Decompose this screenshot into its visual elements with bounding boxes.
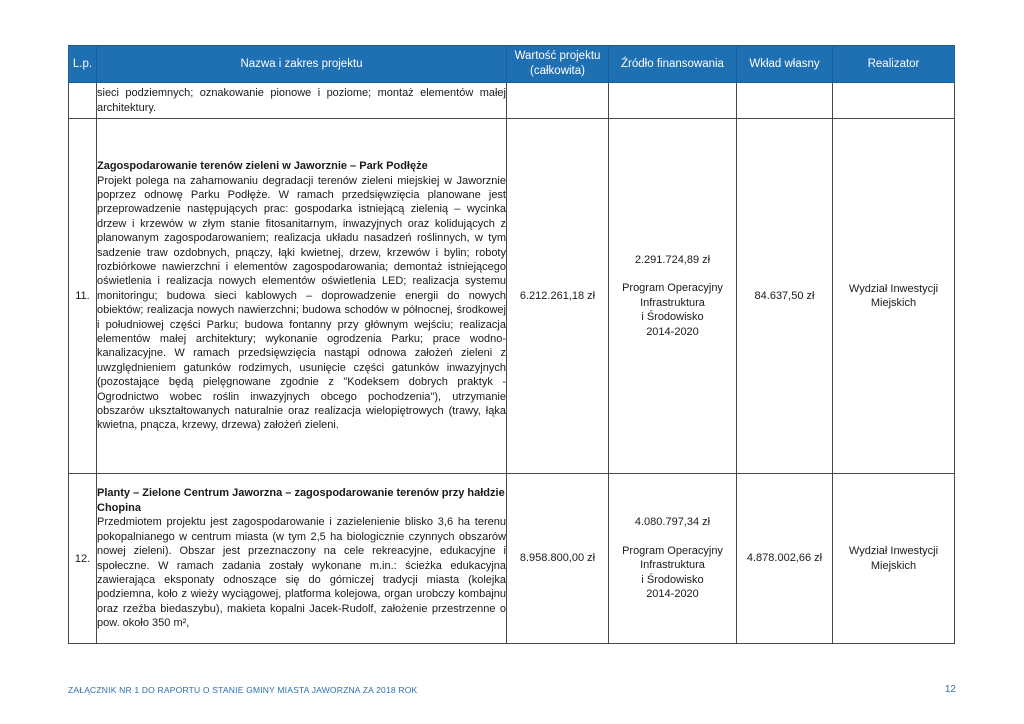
project-title: Planty – Zielone Centrum Jaworzna – zagospodarowanie terenów przy hałdzie Chopina xyxy=(97,487,505,514)
header-value: Wartość projektu (całkowita) xyxy=(507,46,609,83)
header-realizer: Realizator xyxy=(833,46,955,83)
header-source: Źródło finansowania xyxy=(609,46,737,83)
realizer-line: Wydział Inwestycji xyxy=(848,545,939,558)
funding-program-line: 2014-2020 xyxy=(646,588,699,601)
footer-title: ZAŁĄCZNIK NR 1 DO RAPORTU O STANIE GMINY MIASTA JAWORZNA ZA 2018 ROK xyxy=(68,685,418,695)
header-lp: L.p. xyxy=(69,46,97,83)
cell-lp: 12. xyxy=(69,474,97,644)
funding-program-line: Program Operacyjny xyxy=(622,282,723,295)
funding-program-line: Infrastruktura xyxy=(640,296,705,309)
cell-own: 84.637,50 zł xyxy=(737,119,833,474)
funding-amount: 4.080.797,34 zł xyxy=(634,516,711,529)
cell-realizer xyxy=(833,83,955,119)
realizer-line: Miejskich xyxy=(870,297,917,309)
cell-own xyxy=(737,83,833,119)
funding-program-line: Program Operacyjny xyxy=(622,544,723,557)
cell-own: 4.878.002,66 zł xyxy=(737,474,833,644)
funding-amount: 2.291.724,89 zł xyxy=(634,253,711,266)
cell-value: 6.212.261,18 zł xyxy=(507,119,609,474)
funding-program-line: i Środowisko xyxy=(641,311,704,324)
cell-lp xyxy=(69,83,97,119)
project-title: Zagospodarowanie terenów zieleni w Jaworznie – Park Podłęże xyxy=(97,160,428,173)
cell-source xyxy=(609,83,737,119)
cell-source xyxy=(609,119,737,474)
page-number: 12 xyxy=(944,684,956,695)
cell-source xyxy=(609,474,737,644)
project-description: Przedmiotem projektu jest zagospodarowanie i zazielenienie blisko 3,6 ha terenu pokopalnianego w centrum miasta (w tym 2,5 ha biologicznie czynnych obszarów nowej zieleni). Obszar jest przeznaczony na cele rekreacyjne, edukacyjne i społeczne. W ramach zadania zostały wykonane m.in.: ścieżka edukacyjna zawierająca eksponaty odnoszące się do górniczej tradycji miasta (kolejka podziemna, koło z wieży wyciągowej, platforma kolejowa, organ urobczy kombajnu oraz rzeźba biedaszybu), makieta kopalni Jacek-Rudolf, założenie przestrzenne o pow. około 350 m², xyxy=(97,516,506,630)
realizer-line: Miejskich xyxy=(870,559,917,572)
cell-description xyxy=(97,474,507,644)
table-row-continuation xyxy=(69,83,955,119)
cell-description xyxy=(97,119,507,474)
table-row xyxy=(69,119,955,474)
cell-realizer xyxy=(833,119,955,474)
header-name: Nazwa i zakres projektu xyxy=(97,46,507,83)
cell-realizer xyxy=(833,474,955,644)
cell-description xyxy=(97,83,507,119)
funding-program-line: 2014-2020 xyxy=(646,325,699,338)
realizer-line: Wydział Inwestycji xyxy=(848,282,939,295)
header-own: Wkład własny xyxy=(737,46,833,83)
continuation-text: sieci podziemnych; oznakowanie pionowe i poziome; montaż elementów małej architektury. xyxy=(97,87,506,114)
funding-program-line: Infrastruktura xyxy=(640,559,705,572)
projects-table xyxy=(68,45,955,644)
table-header-row xyxy=(69,46,955,83)
cell-lp: 11. xyxy=(69,119,97,474)
cell-value xyxy=(507,83,609,119)
table-row xyxy=(69,474,955,644)
funding-program-line: i Środowisko xyxy=(641,573,704,586)
project-description: Projekt polega na zahamowaniu degradacji terenów zieleni miejskiej w Jaworznie poprzez odnowę Parku Podłęże. W ramach przedsięwzięcia planowane jest przeprowadzenie następujących prac: gospodarka istniejącą zielenią – wycinka drzew i krzewów w złym stanie fitosanitarnym, inwazyjnych oraz kolidujących z planowanym zagospodarowaniem; realizacja układu nasadzeń roślinnych, w tym sadzenie traw ozdobnych, pnączy, łąki kwietnej, drzew, krzewów i bylin; roboty rozbiórkowe nawierzchni i elementów zagospodarowania; demontaż istniejącego oświetlenia i realizacja nowych elementów oświetlenia LED; realizacja systemu monitoringu; budowa sieci kablowych – doprowadzenie energii do nowych obiektów; realizacja nowych nawierzchni; budowa schodów w północnej, środkowej i południowej części Parku; budowa fontanny przy głównym wejściu; realizacja elementów małej architektury; wykonanie ogrodzenia Parku; prace wodno-kanalizacyjne. W ramach przedsięwzięcia nastąpi odnowa założeń zieleni z uwzględnieniem gatunków rodzimych, usunięcie części gatunków inwazyjnych (pozostające będą pielęgnowane zgodnie z "Kodeksem dobrych praktyk - Ogrodnictwo wobec roślin inwazyjnych obcego pochodzenia"), utrzymanie obszarów ukształtowanych naturalnie oraz realizacja wielopiętrowych (trawy, łąka kwietna, pnącza, krzewy, drzewa) założeń zieleni. xyxy=(97,174,506,432)
cell-value: 8.958.800,00 zł xyxy=(507,474,609,644)
